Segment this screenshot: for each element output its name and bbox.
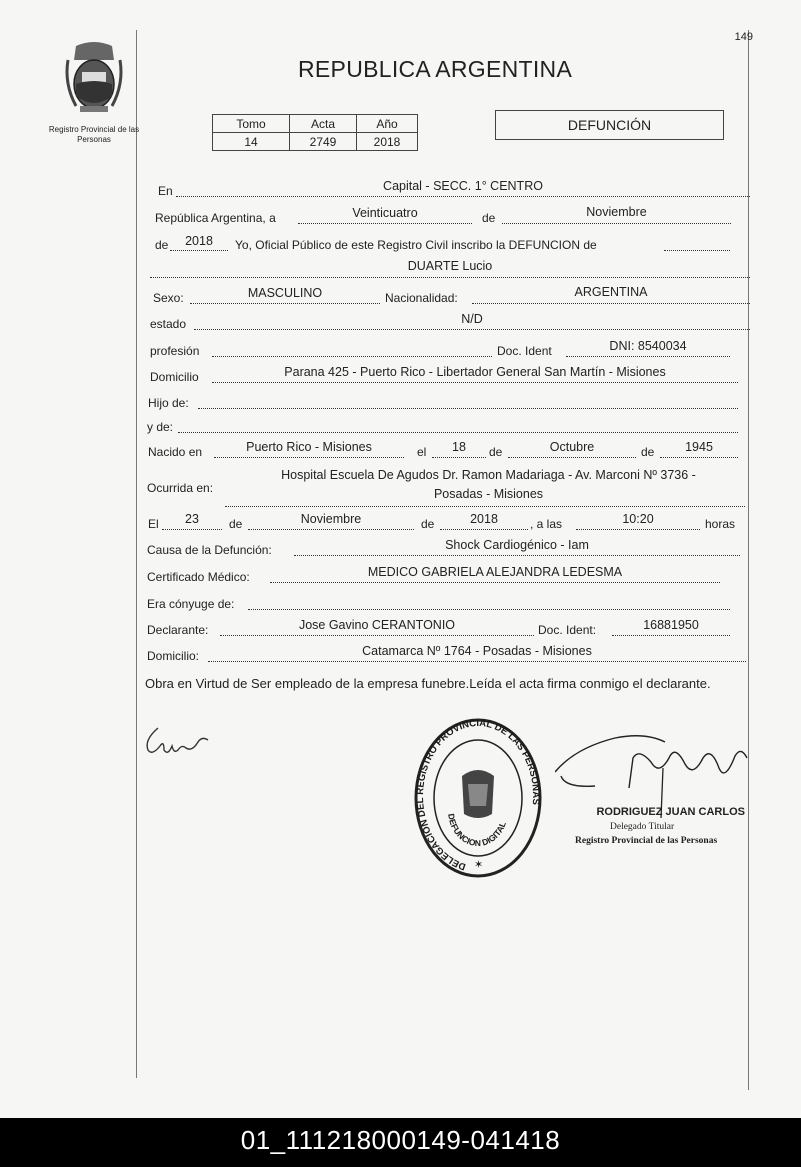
label-el-fecha: El [148,517,159,531]
anio-label: Año [357,115,418,133]
acta-label: Acta [290,115,357,133]
dotted-line [214,457,404,458]
dotted-line [194,329,750,330]
dotted-line [576,529,700,530]
registry-name: Registro Provincial de las Personas [48,125,140,144]
page-number: 149 [734,31,753,43]
dotted-line [212,356,492,357]
value-doc: DNI: 8540034 [609,339,687,353]
svg-text:DEFUNCION DIGITAL [446,813,508,848]
declarant-signature-icon [142,722,222,762]
label-profesion: profesión [150,344,200,358]
value-declarante: Jose Gavino CERANTONIO [298,618,456,632]
value-nacido-dia: 18 [452,440,466,454]
label-hijo-de: Hijo de: [148,396,189,410]
tomo-label: Tomo [213,115,290,133]
dotted-line [198,408,738,409]
official-seal-icon [412,718,544,880]
record-type: DEFUNCIÓN [495,110,724,140]
official-office: Registro Provincial de las Personas [575,836,718,846]
label-yo-oficial: Yo, Oficial Público de este Registro Civil inscribo la DEFUNCION de [235,238,597,252]
label-de-fecha-2: de [421,517,435,531]
label-de-nacido-2: de [641,445,655,459]
dotted-line [190,303,380,304]
dotted-line [508,457,636,458]
label-doc-ident: Doc. Ident [497,344,552,358]
label-nacido-en: Nacido en [148,445,203,459]
dotted-line [502,223,731,224]
label-republica: República Argentina, a [155,211,276,225]
value-hora: 10:20 [622,512,654,526]
dotted-line [612,635,730,636]
value-ocurrida-l1: Hospital Escuela De Agudos Dr. Ramon Madariaga - Av. Marconi Nº 3736 - [281,468,696,482]
dotted-line [472,303,750,304]
official-name: RODRIGUEZ JUAN CARLOS [596,806,745,818]
value-anio-acta: 2018 [185,234,213,248]
label-y-de: y de: [147,420,174,434]
label-a-las: , a las [530,517,563,531]
dotted-line [150,277,750,278]
value-nacionalidad: ARGENTINA [574,285,648,299]
value-dia-texto: Veinticuatro [352,206,418,220]
dotted-line [298,223,472,224]
label-domicilio: Domicilio [150,370,199,384]
dotted-line [440,529,528,530]
label-causa: Causa de la Defunción: [147,543,272,557]
svg-text:✶: ✶ [474,859,484,871]
value-fecha-anio: 2018 [470,512,498,526]
label-ocurrida-en: Ocurrida en: [147,481,214,495]
dotted-line [248,609,730,610]
value-mes-texto: Noviembre [586,205,647,219]
tomo-value: 14 [213,133,290,151]
dotted-line [220,635,534,636]
label-conyuge: Era cónyuge de: [147,597,235,611]
footer-code: 01_111218000149-041418 [0,1118,801,1167]
label-de-anio: de [155,238,169,252]
label-en: En [158,184,173,198]
label-de-nacido-1: de [489,445,503,459]
value-nacido-lugar: Puerto Rico - Misiones [246,440,372,454]
value-fecha-dia: 23 [185,512,199,526]
value-domicilio: Parana 425 - Puerto Rico - Libertador General San Martín - Misiones [284,365,666,379]
official-signature-icon [555,728,755,818]
label-nacionalidad: Nacionalidad: [385,291,458,305]
label-el: el [417,445,427,459]
label-domicilio-2: Domicilio: [147,649,200,663]
value-certificado: MEDICO GABRIELA ALEJANDRA LEDESMA [367,565,623,579]
official-title: Delegado Titular [610,822,675,832]
label-horas: horas [705,517,736,531]
label-de: de [482,211,496,225]
seal-outer-text: DELEGACION DEL REGISTRO PROVINCIAL DE LAS PERSONAS [415,718,542,873]
value-declarante-domicilio: Catamarca Nº 1764 - Posadas - Misiones [362,644,592,658]
dotted-line [176,196,750,197]
value-estado: N/D [461,312,483,326]
label-estado: estado [150,317,187,331]
value-nacido-mes: Octubre [549,440,595,454]
label-certificado: Certificado Médico: [147,570,250,584]
value-nacido-anio: 1945 [685,440,713,454]
dotted-line [566,356,730,357]
label-declarante: Declarante: [147,623,209,637]
dotted-line [660,457,738,458]
dotted-line [212,382,738,383]
dotted-line [248,529,414,530]
dotted-line [294,555,740,556]
dotted-line [270,582,720,583]
value-lugar: Capital - SECC. 1° CENTRO [383,179,543,193]
dotted-line [170,250,228,251]
value-fecha-mes: Noviembre [300,512,362,526]
label-doc-ident-2: Doc. Ident: [538,623,597,637]
value-declarante-doc: 16881950 [643,618,699,632]
page-title: REPUBLICA ARGENTINA [298,56,573,82]
left-margin-line [136,30,137,1078]
reference-table [212,114,418,151]
label-de-fecha-1: de [229,517,243,531]
dotted-line [162,529,222,530]
value-causa: Shock Cardiogénico - Iam [445,538,589,552]
provincial-emblem-icon [62,40,126,116]
obra-text: Obra en Virtud de Ser empleado de la empresa funebre.Leída el acta firma conmigo el declarante. [145,676,711,691]
seal-inner-text: DEFUNCION DIGITAL [446,812,508,849]
dotted-line [664,250,730,251]
dotted-line [432,457,486,458]
dotted-line [225,506,745,507]
value-ocurrida-l2: Posadas - Misiones [433,487,544,501]
label-sexo: Sexo: [153,291,184,305]
value-sexo: MASCULINO [247,286,323,300]
dotted-line [208,661,746,662]
value-nombre: DUARTE Lucio [407,259,493,273]
anio-value: 2018 [357,133,418,151]
dotted-line [178,432,738,433]
acta-value: 2749 [290,133,357,151]
